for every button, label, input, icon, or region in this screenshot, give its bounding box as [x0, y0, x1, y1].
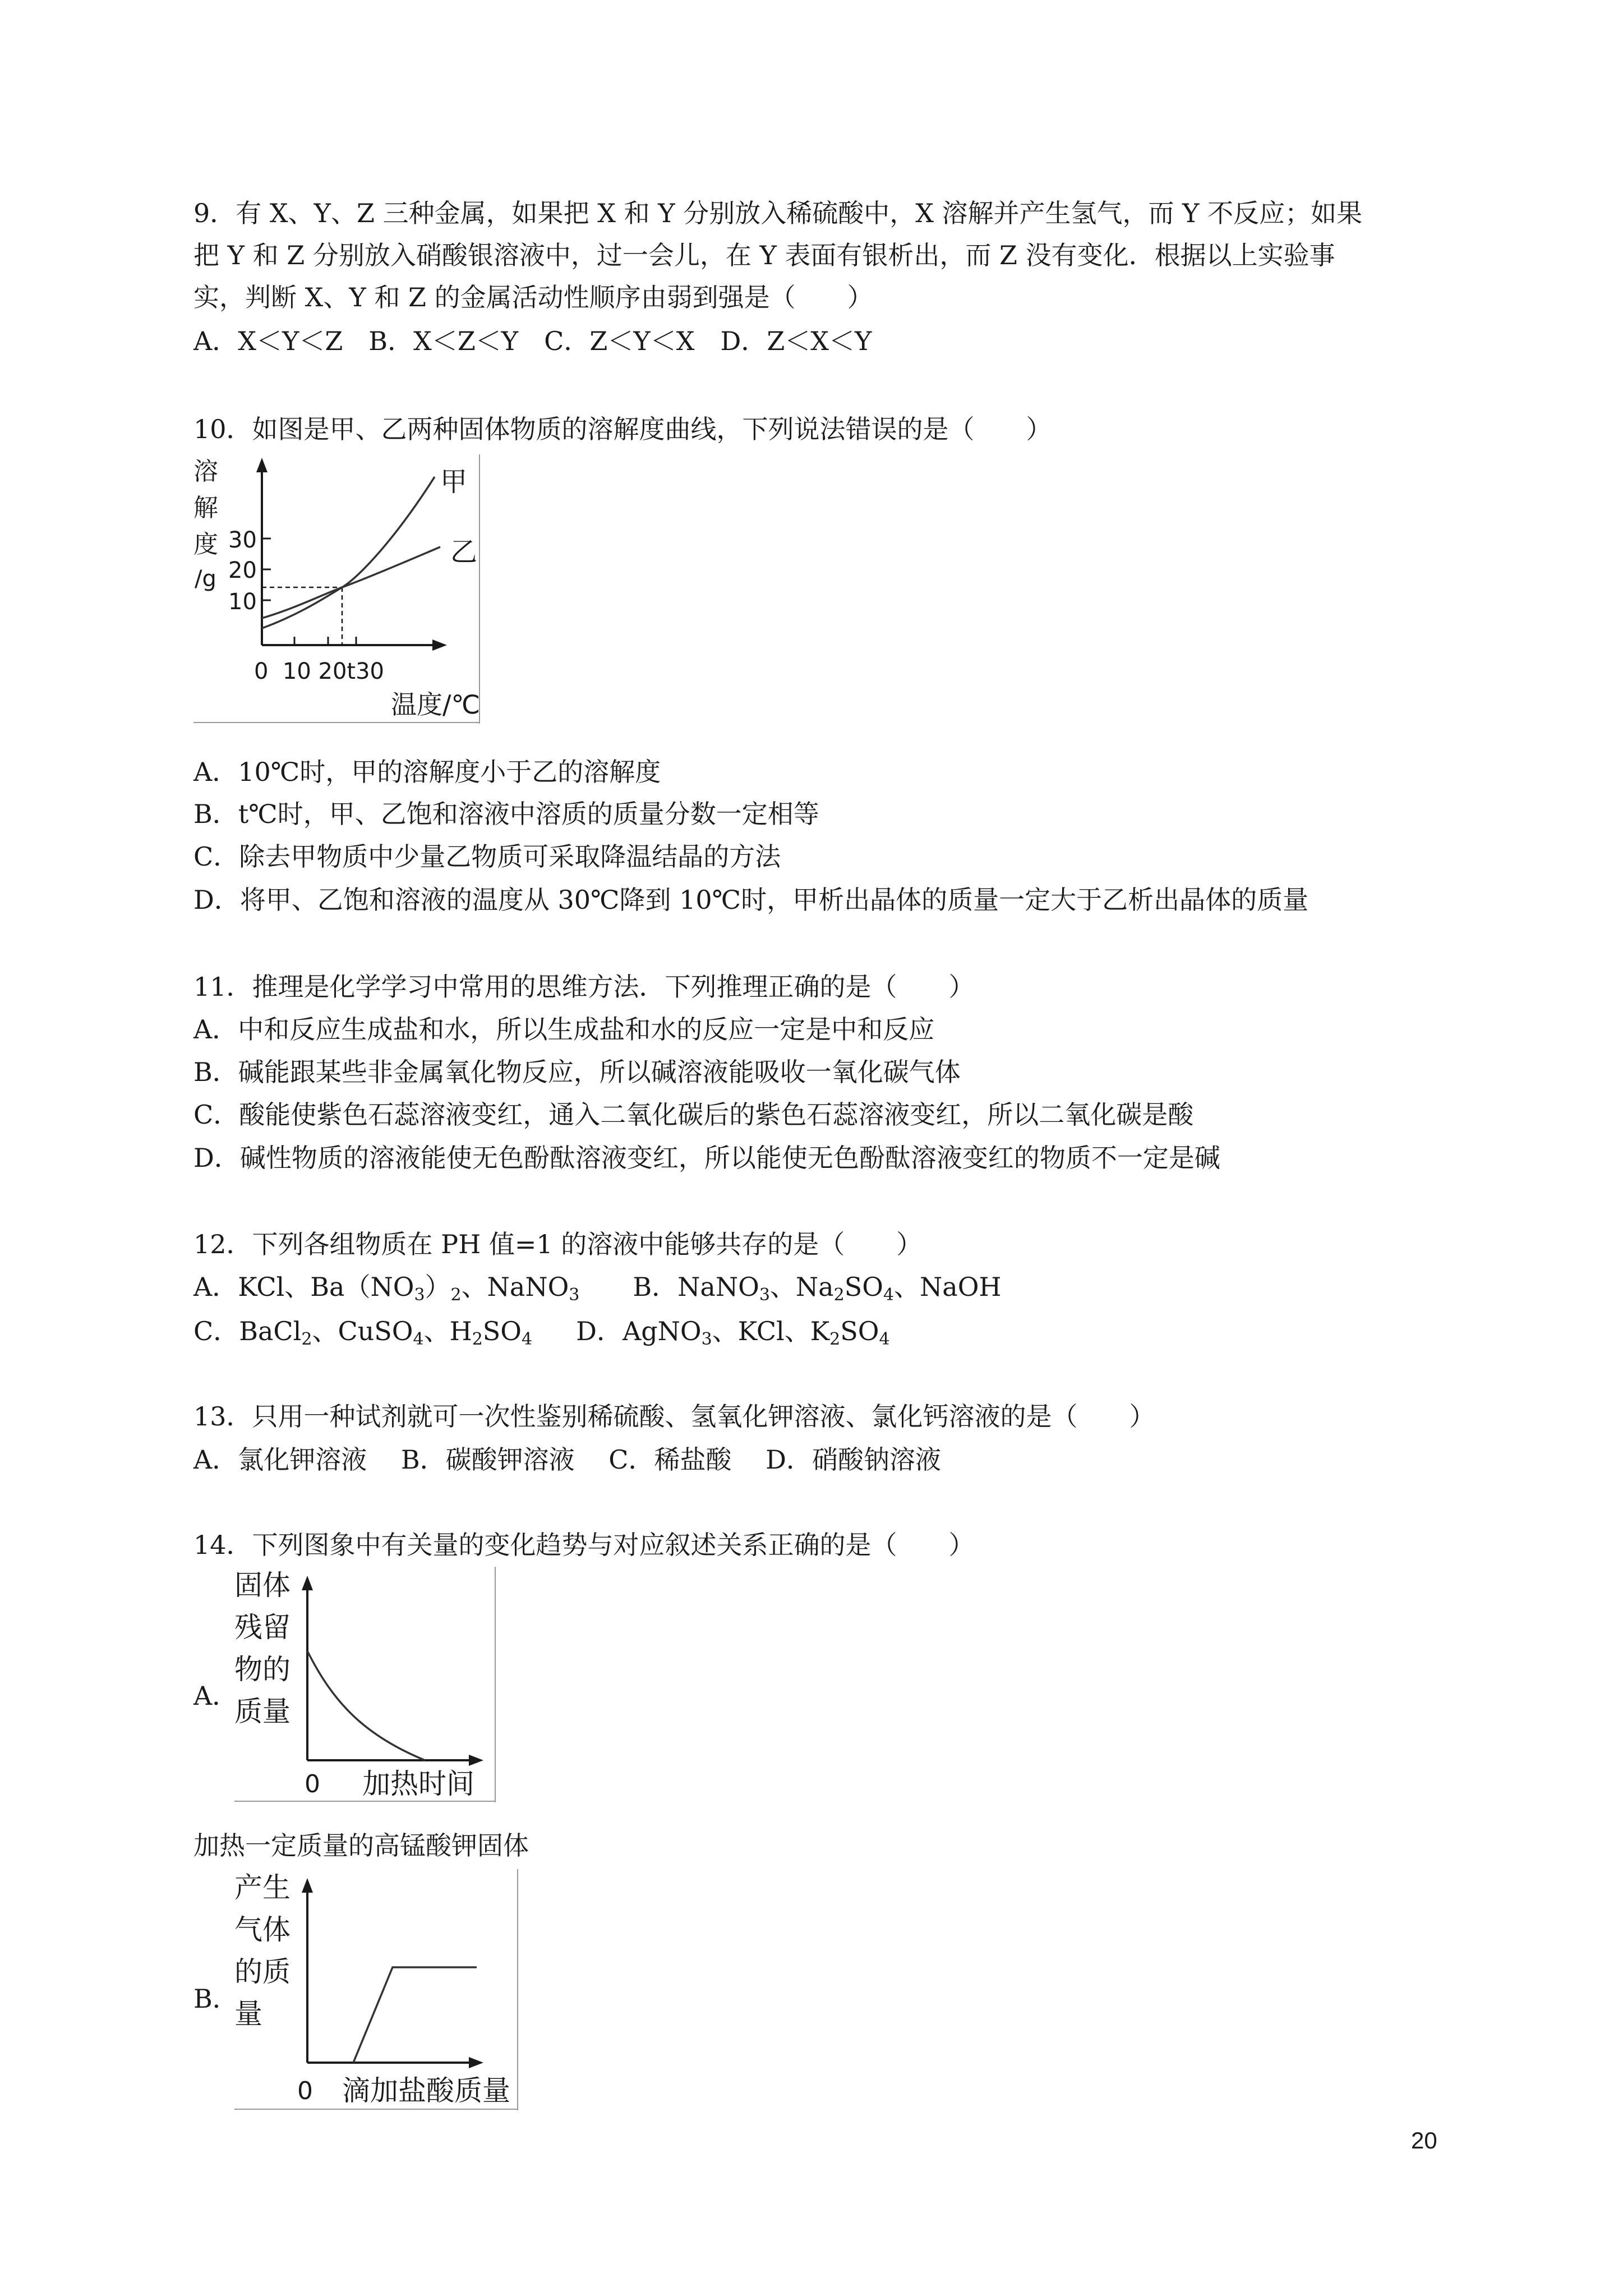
y-axis-label-3: 度 [193, 530, 218, 559]
q14-option-b-prefix: B． [193, 1984, 238, 2014]
q10-option-b: B．t℃时，甲、乙饱和溶液中溶质的质量分数一定相等 [193, 799, 819, 829]
y-label-b-2: 气体 [234, 1913, 291, 1946]
y-label-b-3: 的质 [234, 1955, 291, 1988]
q9-line-2: 把 Y 和 Z 分别放入硝酸银溶液中，过一会儿，在 Y 表面有银析出，而 Z 没有变化．根据以上实验事 [193, 240, 1335, 270]
page-number: 20 [1411, 2127, 1437, 2154]
q12-stem: 12．下列各组物质在 PH 值=1 的溶液中能够共存的是（ ） [193, 1229, 923, 1259]
q11-option-c: C．酸能使紫色石蕊溶液变红，通入二氧化碳后的紫色石蕊溶液变红，所以二氧化碳是酸 [193, 1099, 1194, 1130]
y-label-b-4: 量 [234, 1998, 262, 2030]
q10-stem: 10．如图是甲、乙两种固体物质的溶解度曲线，下列说法错误的是（ ） [193, 414, 1052, 444]
q13-options: A．氯化钾溶液 B．碳酸钾溶液 C．稀盐酸 D．硝酸钠溶液 [193, 1444, 941, 1475]
q14-option-a-caption: 加热一定质量的高锰酸钾固体 [193, 1830, 529, 1861]
y-label-b-1: 产生 [234, 1871, 291, 1904]
y-axis-a-arrow-icon [302, 1576, 313, 1590]
y-label-a-2: 残留 [234, 1611, 291, 1644]
origin-b: 0 [297, 2077, 313, 2105]
solubility-curve-figure [193, 454, 485, 724]
q14-stem: 14．下列图象中有关量的变化趋势与对应叙述关系正确的是（ ） [193, 1530, 975, 1560]
label-jia: 甲 [440, 466, 468, 498]
x-axis-label: 温度/℃ [391, 689, 481, 720]
q11-stem: 11．推理是化学学习中常用的思维方法．下列推理正确的是（ ） [193, 972, 975, 1002]
curve-a [307, 1651, 425, 1760]
q9-options: A．X＜Y＜Z B．X＜Z＜Y C．Z＜Y＜X D．Z＜X＜Y [193, 326, 872, 356]
y-axis-label-2: 解 [193, 494, 218, 522]
q11-option-d: D．碱性物质的溶液能使无色酚酞溶液变红，所以能使无色酚酞溶液变红的物质不一定是碱 [193, 1143, 1220, 1173]
q12-options-row-2 [193, 1314, 890, 1348]
y-tick-10: 10 [228, 589, 257, 615]
x-axis-a-arrow-icon [469, 1755, 483, 1766]
x-label-b: 滴加盐酸质量 [342, 2074, 510, 2107]
y-axis-label-1: 溶 [193, 457, 218, 486]
q12-option-a: A．KCl、$Ba(NO_3)_2$、NaNO$_3$ [193, 1272, 580, 1305]
y-axis-arrow-icon [256, 458, 268, 472]
curve-yi [262, 547, 440, 618]
q12-option-c: C．BaCl$_2$、CuSO$_4$、$H_2SO_4$ [193, 1316, 533, 1349]
y-label-a-4: 质量 [234, 1695, 291, 1728]
x-axis-b-arrow-icon [469, 2057, 483, 2068]
q12-option-d: D．AgNO$_3$、KCl、$K_2SO_4$ [576, 1316, 890, 1349]
x-label-a: 加热时间 [362, 1768, 474, 1800]
label-yi: 乙 [450, 536, 478, 568]
q9-line-3: 实，判断 X、Y 和 Z 的金属活动性顺序由弱到强是（ ） [193, 282, 873, 312]
y-axis-b-arrow-icon [302, 1878, 313, 1893]
curve-jia [262, 477, 435, 628]
q14-option-a-prefix: A． [193, 1681, 238, 1711]
q11-option-a: A．中和反应生成盐和水，所以生成盐和水的反应一定是中和反应 [193, 1014, 935, 1045]
q10-option-c: C．除去甲物质中少量乙物质可采取降温结晶的方法 [193, 841, 781, 872]
q13-stem: 13．只用一种试剂就可一次性鉴别稀硫酸、氢氧化钾溶液、氯化钙溶液的是（ ） [193, 1401, 1155, 1432]
y-tick-20: 20 [228, 558, 257, 583]
y-label-a-3: 物的 [234, 1653, 291, 1686]
q12-option-b: B．NaNO$_3$、$Na_2SO_4$、NaOH [633, 1272, 1002, 1305]
q9-line-1: 9．有 X、Y、Z 三种金属，如果把 X 和 Y 分别放入稀硫酸中，X 溶解并产生氢气，而 Y 不反应；如果 [193, 198, 1363, 228]
y-axis-label-4: /g [195, 566, 216, 592]
y-label-a-1: 固体 [234, 1569, 291, 1602]
q10-option-d: D．将甲、乙饱和溶液的温度从 30℃降到 10℃时，甲析出晶体的质量一定大于乙析出晶体的质量 [193, 885, 1309, 915]
x-tick-labels: 0 10 20t30 [254, 659, 384, 684]
q10-option-a: A．10℃时，甲的溶解度小于乙的溶解度 [193, 757, 661, 787]
origin-a: 0 [305, 1770, 320, 1798]
q12-options-row-1 [193, 1270, 1002, 1304]
potassium-permanganate-heating-graph [234, 1567, 504, 1802]
y-tick-30: 30 [228, 527, 257, 553]
x-axis-arrow-icon [432, 639, 447, 651]
q11-option-b: B．碱能跟某些非金属氧化物反应，所以碱溶液能吸收一氧化碳气体 [193, 1057, 961, 1087]
curve-b [353, 1967, 477, 2063]
gas-generation-graph [234, 1869, 526, 2110]
